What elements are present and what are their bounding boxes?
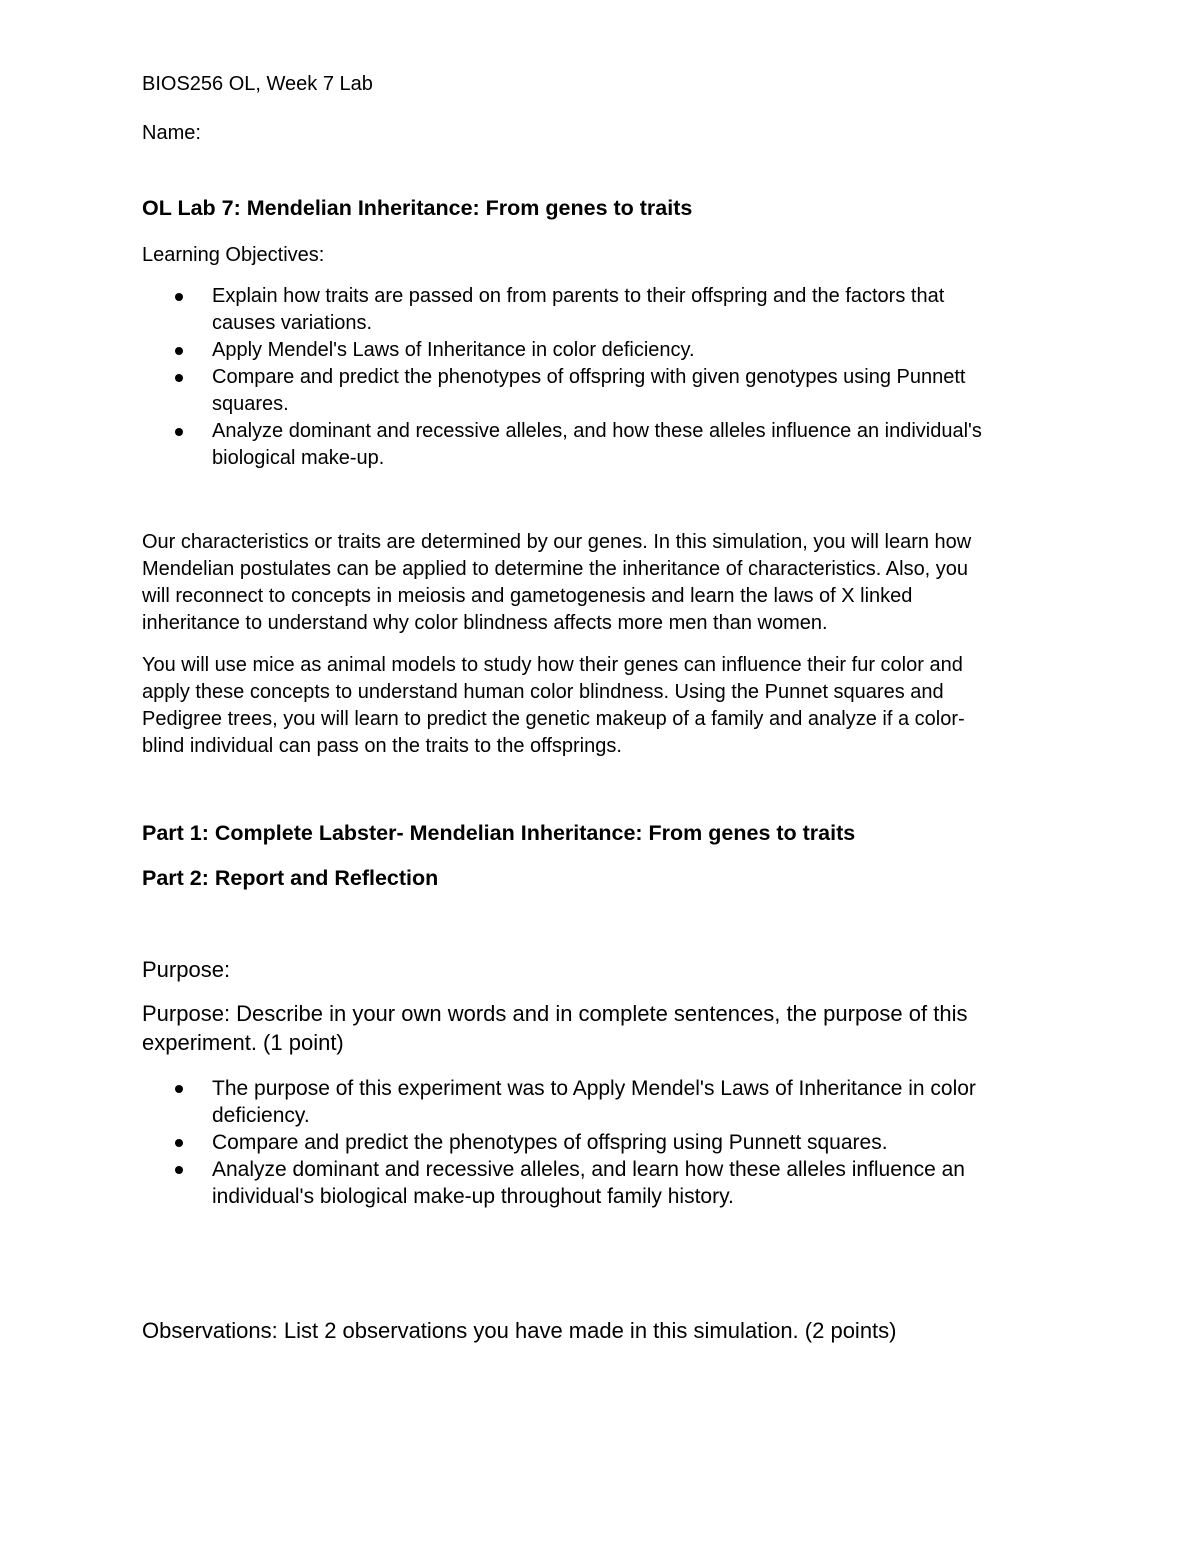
objectives-heading: Learning Objectives: xyxy=(142,244,325,266)
part-2-heading: Part 2: Report and Reflection xyxy=(142,866,439,890)
name-label: Name: xyxy=(142,122,201,144)
bullet-icon xyxy=(175,347,183,355)
purpose-answers-list xyxy=(142,1075,976,1210)
bullet-icon xyxy=(175,1166,183,1174)
list-item: Explain how traits are passed on from parents to their offspring and the factors that causes variations. xyxy=(142,283,982,337)
intro-paragraph-2: You will use mice as animal models to study how their genes can influence their fur color and apply these concepts to understand human color blindness. Using the Punnet squares and Pedigree trees, you will learn to predict the genetic makeup of a family and analyze if a color- blind individual can pass on the traits to the offsprings. xyxy=(142,654,965,757)
bullet-icon xyxy=(175,374,183,382)
document-title: OL Lab 7: Mendelian Inheritance: From genes to traits xyxy=(142,196,693,220)
list-item: Analyze dominant and recessive alleles, and learn how these alleles influence an individual's biological make-up throughout family history. xyxy=(142,1156,976,1210)
course-header: BIOS256 OL, Week 7 Lab xyxy=(142,73,373,95)
list-item: Analyze dominant and recessive alleles, and how these alleles influence an individual's biological make-up. xyxy=(142,418,982,472)
intro-paragraph-1: Our characteristics or traits are determined by our genes. In this simulation, you will learn how Mendelian postulates can be applied to determine the inheritance of characteristics. Also, you will reconnect to concepts in meiosis and gametogenesis and learn the laws of X linked inheritance to understand why color blindness affects more men than women. xyxy=(142,531,972,634)
bullet-icon xyxy=(175,293,183,301)
list-item: Compare and predict the phenotypes of offspring with given genotypes using Punnett squares. xyxy=(142,364,982,418)
bullet-icon xyxy=(175,428,183,436)
list-item: The purpose of this experiment was to Apply Mendel's Laws of Inheritance in color deficiency. xyxy=(142,1075,976,1129)
purpose-label: Purpose: xyxy=(142,957,231,982)
purpose-prompt: Purpose: Describe in your own words and in complete sentences, the purpose of this experiment. (1 point) xyxy=(142,1001,968,1055)
bullet-icon xyxy=(175,1139,183,1147)
bullet-icon xyxy=(175,1085,183,1093)
observations-prompt: Observations: List 2 observations you have made in this simulation. (2 points) xyxy=(142,1318,897,1343)
part-1-heading: Part 1: Complete Labster- Mendelian Inheritance: From genes to traits xyxy=(142,821,856,845)
list-item: Apply Mendel's Laws of Inheritance in color deficiency. xyxy=(142,337,982,364)
objectives-list xyxy=(142,283,982,472)
list-item: Compare and predict the phenotypes of offspring using Punnett squares. xyxy=(142,1129,976,1156)
